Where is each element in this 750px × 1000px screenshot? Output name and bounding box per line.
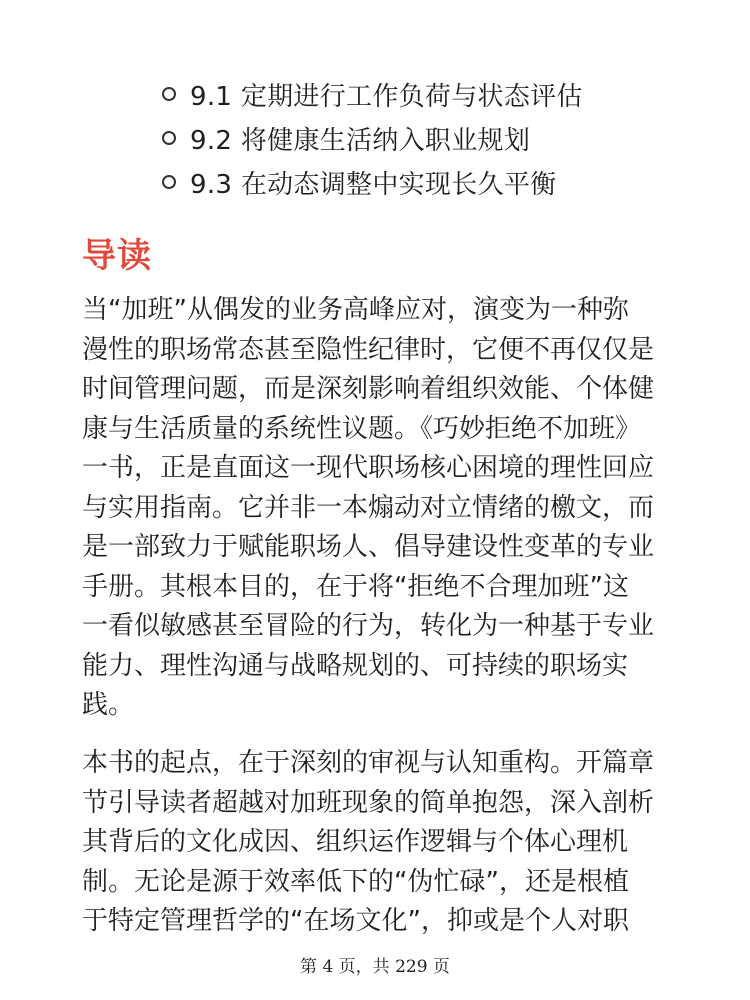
paragraph-line: 制。无论是源于效率低下的“伪忙碌”，还是根植 (82, 866, 629, 897)
paragraph-line: 与实用指南。它并非一本煽动对立情绪的檄文，而 (82, 492, 655, 523)
paragraph-line: 是一部致力于赋能职场人、倡导建设性变革的专业 (82, 532, 655, 562)
paragraph-line: 漫性的职场常态甚至隐性纪律时，它便不再仅仅是 (82, 334, 655, 365)
paragraph-line: 时间管理问题，而是深刻影响着组织效能、个体健 (82, 374, 655, 404)
page-number: 第 4 页，共 229 页 (300, 957, 450, 977)
toc-item-label: 9.1 定期进行工作负荷与状态评估 (190, 81, 583, 112)
toc-list (162, 72, 583, 204)
circle-bullet-icon (162, 87, 176, 101)
toc-item-label: 9.3 在动态调整中实现长久平衡 (190, 169, 557, 200)
paragraph-line: 康与生活质量的系统性议题。《巧妙拒绝不加班》 (82, 413, 642, 444)
paragraph-line: 于特定管理哲学的“在场文化”，抑或是个人对职 (82, 906, 629, 936)
paragraph-line: 手册。其根本目的，在于将“拒绝不合理加班”这 (82, 571, 629, 602)
paragraph-line: 节引导读者超越对加班现象的简单抱怨，深入剖析 (82, 787, 655, 818)
paragraph-line: 当“加班”从偶发的业务高峰应对，演变为一种弥 (82, 295, 629, 325)
circle-bullet-icon (162, 175, 176, 189)
paragraph-1 (82, 291, 682, 726)
toc-item-label: 9.2 将健康生活纳入职业规划 (190, 125, 531, 156)
circle-bullet-icon (162, 131, 176, 145)
toc-item (162, 72, 583, 116)
toc-item (162, 160, 583, 204)
paragraph-line: 本书的起点，在于深刻的审视与认知重构。开篇章 (82, 748, 655, 778)
paragraph-line: 其背后的文化成因、组织运作逻辑与个体心理机 (82, 827, 629, 857)
paragraph-line: 一看似敏感甚至冒险的行为，转化为一种基于专业 (82, 611, 655, 641)
paragraph-line: 一书，正是直面这一现代职场核心困境的理性回应 (82, 453, 655, 483)
paragraph-2 (82, 744, 682, 942)
toc-item (162, 116, 583, 160)
section-heading: 导读 (82, 236, 152, 276)
paragraph-line: 能力、理性沟通与战略规划的、可持续的职场实 (82, 650, 629, 681)
paragraph-line: 践。 (82, 690, 135, 720)
